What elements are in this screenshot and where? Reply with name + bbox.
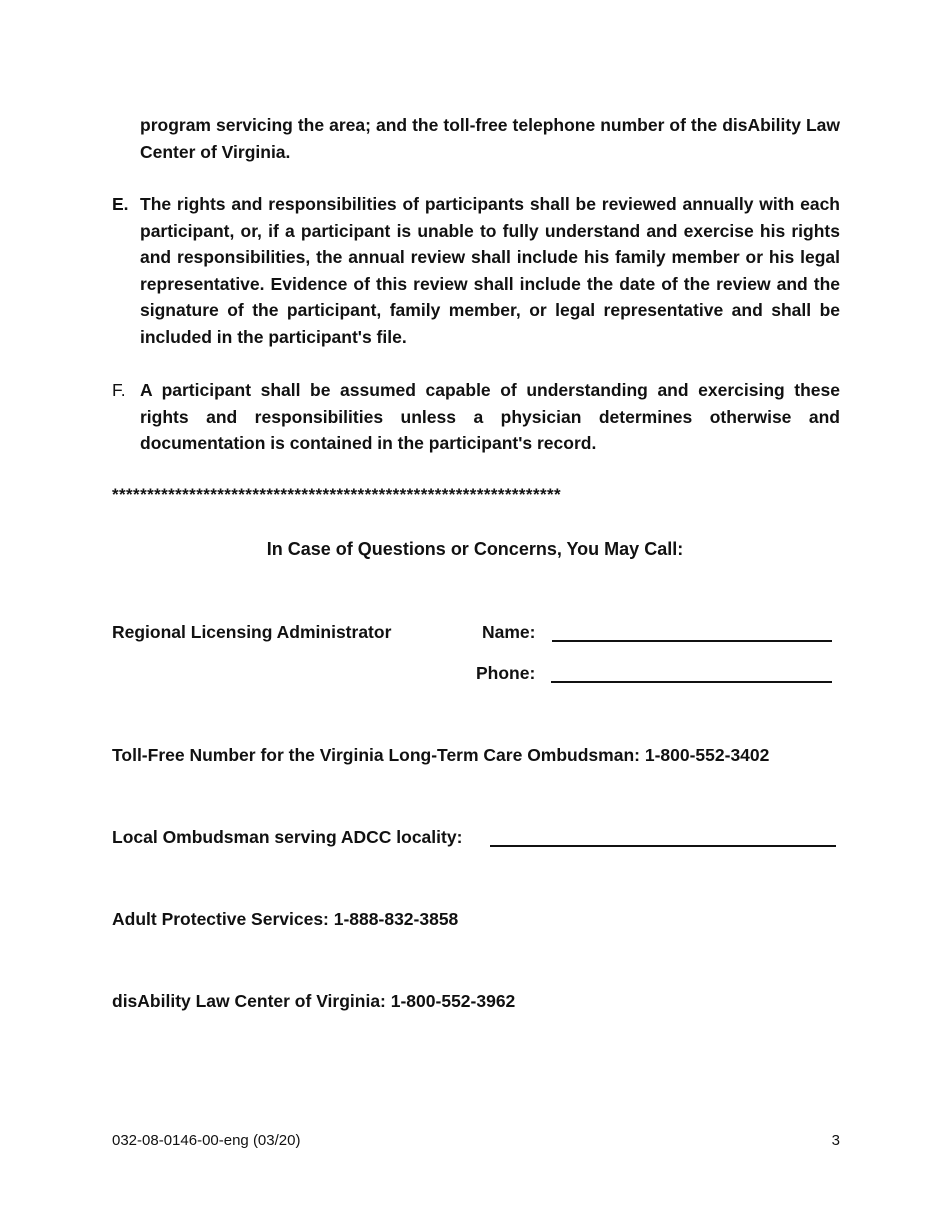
- item-e-paragraph: The rights and responsibilities of participants shall be reviewed annually with each participant, or, if a participant is unable to fully understand and exercise his rights and responsibilities, the annual review shall include his family member or his legal representative. Evidence of this review shall include the date of the review and the signature of the participant, family member, or legal representative and shall be included in the participant's file.: [140, 194, 840, 347]
- regional-licensing-administrator-label: Regional Licensing Administrator: [112, 622, 392, 642]
- adult-protective-services-line: Adult Protective Services: 1-888-832-3858: [112, 909, 459, 929]
- local-ombudsman-blank-line[interactable]: [490, 845, 836, 847]
- footer-form-code: 032-08-0146-00-eng (03/20): [112, 1132, 301, 1149]
- ombudsman-toll-free-line: Toll-Free Number for the Virginia Long-Term Care Ombudsman: 1-800-552-3402: [112, 745, 770, 765]
- item-e-marker: E.: [112, 194, 129, 214]
- intro-paragraph: program servicing the area; and the toll-free telephone number of the disAbility Law Center of Virginia.: [140, 115, 840, 162]
- contacts-heading: In Case of Questions or Concerns, You May Call:: [266, 539, 684, 559]
- asterisk-separator: ****************************************************************: [112, 485, 562, 504]
- phone-label: Phone:: [476, 663, 536, 683]
- local-ombudsman-label: Local Ombudsman serving ADCC locality:: [112, 827, 463, 847]
- name-blank-line[interactable]: [552, 640, 832, 642]
- name-label: Name:: [482, 622, 536, 642]
- disability-law-center-line: disAbility Law Center of Virginia: 1-800-552-3962: [112, 991, 516, 1011]
- item-f-marker: F.: [112, 380, 126, 400]
- item-f-paragraph: A participant shall be assumed capable of understanding and exercising these rights and responsibilities unless a physician determines otherwise and documentation is contained in the participant's record.: [140, 380, 840, 453]
- footer-page-number: 3: [831, 1132, 840, 1149]
- phone-blank-line[interactable]: [551, 681, 832, 683]
